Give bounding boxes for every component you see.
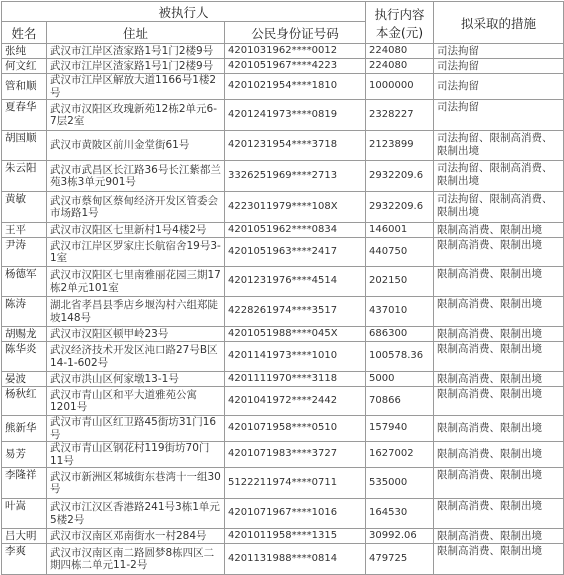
cell-measure: 限制高消费、限制出境 (434, 238, 564, 267)
cell-amount: 202150 (366, 267, 434, 297)
cell-address: 武汉市新洲区邾城街东巷湾十一组30号 (47, 468, 225, 499)
cell-amount: 1000000 (366, 74, 434, 100)
announcement-table-container (1, 1, 563, 575)
table-row (2, 387, 564, 416)
cell-amount: 164530 (366, 499, 434, 529)
header-amount (366, 2, 434, 44)
cell-name: 李隆祥 (2, 468, 47, 499)
cell-measure: 限制高消费、限制出境 (434, 342, 564, 372)
table-row (2, 442, 564, 468)
cell-amount: 686300 (366, 327, 434, 342)
cell-address: 武汉市蔡甸区蔡甸经济开发区管委会市场路1号 (47, 192, 225, 223)
cell-id-number: 4201021954****1810 (225, 74, 366, 100)
cell-name: 杨秋红 (2, 387, 47, 416)
table-row (2, 161, 564, 192)
cell-name: 陈涛 (2, 297, 47, 327)
cell-id-number: 4201241973****0819 (225, 100, 366, 131)
cell-measure: 限制高消费、限制出境 (434, 529, 564, 544)
header-amount-line2: 本金(元) (375, 24, 424, 40)
cell-measure: 限制高消费、限制出境 (434, 416, 564, 442)
cell-address: 武汉市江岸区渣家路1号1门2楼9号 (47, 59, 225, 74)
cell-amount: 535000 (366, 468, 434, 499)
cell-id-number: 4228261974****3517 (225, 297, 366, 327)
cell-amount: 479725 (366, 544, 434, 575)
cell-name: 陈华炎 (2, 342, 47, 372)
cell-address: 武汉市青山区红卫路45街坊31门16号 (47, 416, 225, 442)
cell-amount: 1627002 (366, 442, 434, 468)
cell-id-number: 4201141973****1010 (225, 342, 366, 372)
cell-name: 夏春华 (2, 100, 47, 131)
cell-name: 何文红 (2, 59, 47, 74)
cell-name: 熊新华 (2, 416, 47, 442)
table-row (2, 267, 564, 297)
cell-id-number: 4201071958****0510 (225, 416, 366, 442)
cell-name: 吕大明 (2, 529, 47, 544)
cell-name: 叶嵩 (2, 499, 47, 529)
cell-amount: 5000 (366, 372, 434, 387)
cell-amount: 2932209.6 (366, 161, 434, 192)
cell-measure: 限制高消费、限制出境 (434, 499, 564, 529)
table-row (2, 192, 564, 223)
cell-amount: 146001 (366, 223, 434, 238)
cell-measure: 司法拘留 (434, 100, 564, 131)
cell-name: 胡国顺 (2, 131, 47, 161)
cell-amount: 440750 (366, 238, 434, 267)
cell-address: 武汉市江汉区香港路241号3栋1单元5楼2号 (47, 499, 225, 529)
cell-id-number: 4201011958****1315 (225, 529, 366, 544)
cell-address: 武汉市汉阳区七里新村1号4楼2号 (47, 223, 225, 238)
table-row (2, 372, 564, 387)
cell-address: 武汉市汉阳区七里南雅丽花园三期17栋2单元101室 (47, 267, 225, 297)
cell-measure: 限制高消费、限制出境 (434, 223, 564, 238)
table-row (2, 529, 564, 544)
cell-address: 武汉市汉阳区顿甲岭23号 (47, 327, 225, 342)
cell-id-number: 4201231976****4514 (225, 267, 366, 297)
table-row (2, 544, 564, 575)
table-row (2, 297, 564, 327)
cell-name: 管和顺 (2, 74, 47, 100)
header-amount-line1: 执行内容 (374, 6, 425, 22)
table-row (2, 499, 564, 529)
executed-persons-table (1, 1, 564, 575)
cell-id-number: 4201231954****3718 (225, 131, 366, 161)
cell-name: 张纯 (2, 44, 47, 59)
cell-name: 杨德军 (2, 267, 47, 297)
cell-measure: 司法拘留、限制高消费、限制出境 (434, 192, 564, 223)
table-row (2, 44, 564, 59)
cell-amount: 224080 (366, 59, 434, 74)
cell-measure: 限制高消费、限制出境 (434, 442, 564, 468)
cell-address: 武汉市江岸区解放大道1166号1楼2号 (47, 74, 225, 100)
cell-id-number: 4201051988****045X (225, 327, 366, 342)
cell-amount: 2932209.6 (366, 192, 434, 223)
cell-id-number: 4201051962****0834 (225, 223, 366, 238)
cell-amount: 2328227 (366, 100, 434, 131)
cell-id-number: 4201031962****0012 (225, 44, 366, 59)
cell-id-number: 4201111970****3118 (225, 372, 366, 387)
table-row (2, 223, 564, 238)
header-address: 住址 (47, 22, 225, 44)
cell-amount: 2123899 (366, 131, 434, 161)
table-row (2, 416, 564, 442)
cell-name: 晏波 (2, 372, 47, 387)
cell-measure: 司法拘留 (434, 44, 564, 59)
cell-name: 王平 (2, 223, 47, 238)
cell-name: 易芳 (2, 442, 47, 468)
cell-address: 武汉经济技术开发区沌口路27号B区14-1-602号 (47, 342, 225, 372)
header-row-top (2, 2, 564, 22)
cell-id-number: 4201041972****2442 (225, 387, 366, 416)
cell-name: 朱云阳 (2, 161, 47, 192)
table-row (2, 468, 564, 499)
table-row (2, 59, 564, 74)
cell-amount: 437010 (366, 297, 434, 327)
cell-amount: 70866 (366, 387, 434, 416)
cell-address: 武汉市江岸区渣家路1号1门2楼9号 (47, 44, 225, 59)
cell-address: 武汉市江岸区罗家庄长航宿舍19号3-1室 (47, 238, 225, 267)
cell-measure: 司法拘留、限制高消费、限制出境 (434, 131, 564, 161)
cell-address: 武汉市青山区钢花村119街坊70门11号 (47, 442, 225, 468)
cell-address: 武汉市汉南区南二路圆梦8栋四区二期四栋二单元11-2号 (47, 544, 225, 575)
table-row (2, 238, 564, 267)
cell-measure: 限制高消费、限制出境 (434, 267, 564, 297)
table-body (2, 44, 564, 575)
header-name: 姓名 (2, 22, 47, 44)
cell-amount: 157940 (366, 416, 434, 442)
cell-id-number: 4201071983****3727 (225, 442, 366, 468)
cell-amount: 224080 (366, 44, 434, 59)
cell-measure: 司法拘留、限制高消费、限制出境 (434, 161, 564, 192)
table-row (2, 327, 564, 342)
cell-id-number: 3326251969****2713 (225, 161, 366, 192)
cell-measure: 限制高消费、限制出境 (434, 327, 564, 342)
cell-address: 武汉市黄陂区前川金堂街61号 (47, 131, 225, 161)
cell-name: 尹涛 (2, 238, 47, 267)
table-row (2, 131, 564, 161)
cell-address: 武汉市汉阳区玫瑰新苑12栋2单元6-7层2室 (47, 100, 225, 131)
cell-measure: 司法拘留 (434, 74, 564, 100)
cell-id-number: 4201131988****0814 (225, 544, 366, 575)
cell-amount: 30992.06 (366, 529, 434, 544)
table-row (2, 74, 564, 100)
header-id-number: 公民身份证号码 (225, 22, 366, 44)
cell-measure: 限制高消费、限制出境 (434, 372, 564, 387)
cell-measure: 限制高消费、限制出境 (434, 387, 564, 416)
cell-address: 湖北省孝昌县季店乡堰沟村六组郑陡坡148号 (47, 297, 225, 327)
table-row (2, 100, 564, 131)
cell-name: 黄敏 (2, 192, 47, 223)
cell-id-number: 5122211974****0711 (225, 468, 366, 499)
cell-id-number: 4201071967****1016 (225, 499, 366, 529)
cell-address: 武汉市武昌区长江路36号长江紫都兰苑3栋3单元901号 (47, 161, 225, 192)
cell-id-number: 4223011979****108X (225, 192, 366, 223)
cell-measure: 限制高消费、限制出境 (434, 297, 564, 327)
cell-measure: 限制高消费、限制出境 (434, 544, 564, 575)
cell-address: 武汉市青山区和平大道雅苑公寓1201号 (47, 387, 225, 416)
cell-amount: 100578.36 (366, 342, 434, 372)
cell-address: 武汉市洪山区何家墩13-1号 (47, 372, 225, 387)
cell-id-number: 4201051963****2417 (225, 238, 366, 267)
cell-id-number: 4201051967****4223 (225, 59, 366, 74)
cell-measure: 限制高消费、限制出境 (434, 468, 564, 499)
cell-name: 胡赐龙 (2, 327, 47, 342)
table-row (2, 342, 564, 372)
cell-address: 武汉市汉南区邓南街水一村284号 (47, 529, 225, 544)
cell-name: 李爽 (2, 544, 47, 575)
header-measures: 拟采取的措施 (434, 2, 564, 44)
header-executed-person: 被执行人 (2, 2, 366, 22)
cell-measure: 司法拘留 (434, 59, 564, 74)
